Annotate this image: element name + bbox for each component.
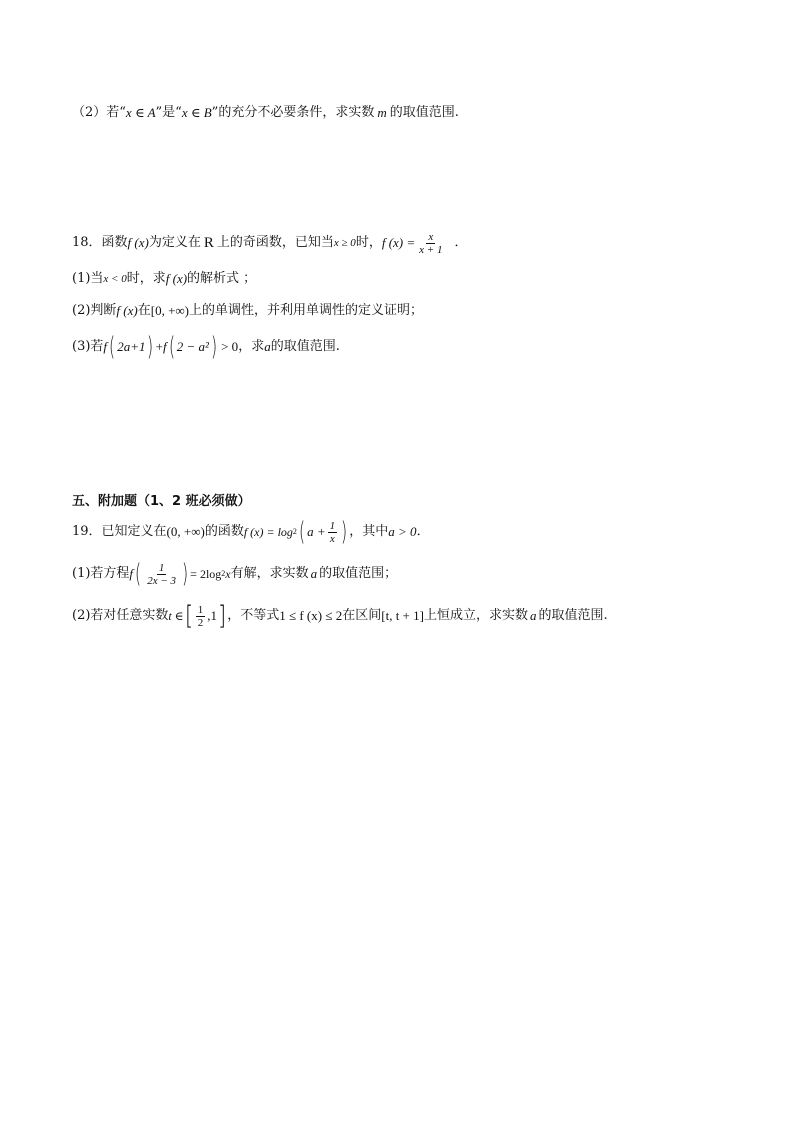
- q19-p2-a: (2)若对任意实数: [72, 608, 169, 623]
- q19-p1-base: 2: [221, 569, 226, 578]
- q18-p3-b: ，求: [238, 339, 265, 354]
- q19-p1-fraction: [145, 562, 178, 587]
- q18-R: R: [203, 235, 214, 251]
- q18-p3-f1: f: [103, 339, 108, 354]
- q18-p3-rparen2-icon: ): [210, 332, 218, 362]
- q18-frac-den: x + 1: [419, 243, 443, 256]
- q18-stem-b: 为定义在: [148, 235, 201, 250]
- q18-p1-a: (1)当: [72, 271, 104, 286]
- q19-p1-frac-den: 2x − 3: [147, 574, 177, 587]
- q19-p1-rhs: = 2log: [190, 567, 222, 581]
- q18-part1: [72, 270, 256, 288]
- q19-arg-a: a +: [307, 524, 326, 539]
- q19-p1-rhs-x: x: [225, 567, 231, 581]
- q17-part2-prefix: （2）若“: [72, 105, 126, 120]
- q19-stem-a: 19．已知定义在: [72, 524, 167, 539]
- q18-p2-interval: [0, +∞): [150, 303, 189, 318]
- q19-p1-frac-num: 1: [158, 561, 165, 574]
- q18-p3-c: 的取值范围.: [270, 339, 340, 354]
- q19-p2-b: ，不等式: [227, 608, 280, 623]
- q18-p2-a: (2)判断: [72, 303, 117, 318]
- q18-p3-arg1: 2a+1: [117, 339, 146, 354]
- q19-p2-var: a: [529, 608, 537, 623]
- q19-interval: (0, +∞): [166, 524, 205, 539]
- q18-frac-num: x: [428, 230, 434, 243]
- q17-part2-mid: ”是“: [155, 105, 182, 120]
- q18-p3-gt: > 0: [221, 339, 239, 354]
- q19-p1-b: 有解，求实数: [230, 566, 309, 581]
- q18-fx: f (x): [127, 235, 149, 250]
- q18-fraction: [417, 231, 444, 256]
- q19-p2-c: 在区间: [342, 608, 382, 623]
- q18-p2-fx: f (x): [116, 303, 138, 318]
- q18-p3-f2: f: [162, 339, 167, 354]
- q18-lhs: f (x) =: [381, 235, 416, 250]
- q18-p3-arg2: 2 − a²: [176, 339, 209, 354]
- q19-p2-rbracket-icon: ]: [218, 601, 227, 631]
- q19-p1-f: f: [129, 566, 134, 581]
- q17-part2-end: 的取值范围.: [389, 105, 459, 120]
- q19-p1-var: a: [310, 566, 318, 581]
- q17-part2-tail: ”的充分不必要条件，求实数: [211, 105, 375, 120]
- q19-p2-frac-den: 2: [197, 616, 204, 629]
- q18-stem-end: ．: [454, 235, 468, 250]
- q19-part1: [72, 558, 397, 590]
- q19-p2-interval: [t, t + 1]: [381, 608, 424, 623]
- q19-part2: [72, 600, 608, 632]
- q18-p3-var: a: [264, 339, 271, 354]
- q19-cond: a > 0: [388, 524, 417, 539]
- q19-p2-frac-num: 1: [197, 603, 204, 616]
- q19-p1-c: 的取值范围；: [319, 566, 398, 581]
- q18-part3: [72, 334, 340, 360]
- q19-lparen-icon: (: [298, 517, 306, 547]
- q19-p2-d: 上恒成立，求实数: [423, 608, 528, 623]
- q18-p3-plus: +: [155, 339, 163, 354]
- q18-p3-lparen2-icon: (: [168, 332, 175, 362]
- q19-lhs: f (x) = log: [243, 525, 293, 539]
- q19-p2-ineq: 1 ≤ f (x) ≤ 2: [279, 608, 343, 623]
- q18-stem: [72, 230, 467, 256]
- q18-p3-rparen1-icon: ): [147, 332, 154, 362]
- q18-stem-a: 18．函数: [72, 235, 128, 250]
- q17-part2-var: m: [377, 105, 387, 120]
- q18-p3-lparen1-icon: (: [109, 332, 116, 362]
- q17-part2-cond2: x ∈ B: [181, 105, 212, 120]
- section5-heading: 五、附加题（1、2 班必须做）: [72, 494, 251, 509]
- q18-p1-b: 时，求: [126, 271, 166, 286]
- q18-p1-cond: x < 0: [103, 273, 127, 285]
- q19-stem-end: ．: [416, 524, 430, 539]
- q19-p2-e: 的取值范围.: [538, 608, 608, 623]
- q19-p2-one: ,1: [207, 608, 218, 623]
- q18-p2-c: 上的单调性，并利用单调性的定义证明；: [189, 303, 424, 318]
- q18-p2-b: 在: [137, 303, 151, 318]
- q18-p3-a: (3)若: [72, 339, 104, 354]
- q17-part2: [72, 104, 459, 122]
- q19-p2-lbracket-icon: [: [184, 601, 193, 631]
- q18-cond: x ≥ 0: [333, 237, 356, 249]
- q19-stem-b: 的函数: [204, 524, 244, 539]
- q18-p1-fx: f (x): [165, 271, 188, 286]
- q18-part2: [72, 302, 423, 320]
- q19-stem-c: ，其中: [349, 524, 389, 539]
- q18-p1-c: 的解析式 ；: [187, 271, 257, 286]
- q19-stem: [72, 516, 430, 548]
- q19-p2-t: t ∈: [168, 609, 184, 623]
- q19-fraction: [328, 520, 338, 545]
- q19-p1-rparen-icon: ): [182, 559, 189, 589]
- q19-p1-lparen-icon: (: [135, 559, 142, 589]
- q18-stem-d: 时，: [355, 235, 382, 250]
- q19-p1-a: (1)若方程: [72, 566, 130, 581]
- q18-stem-c: 上的奇函数，已知当: [216, 235, 334, 250]
- q19-frac-num: 1: [329, 519, 336, 532]
- q19-p2-fraction: [196, 604, 206, 629]
- q19-rparen-icon: ): [341, 517, 348, 547]
- q17-part2-cond1: x ∈ A: [125, 105, 156, 120]
- q19-base: 2: [292, 527, 297, 536]
- q19-frac-den: x: [329, 532, 335, 545]
